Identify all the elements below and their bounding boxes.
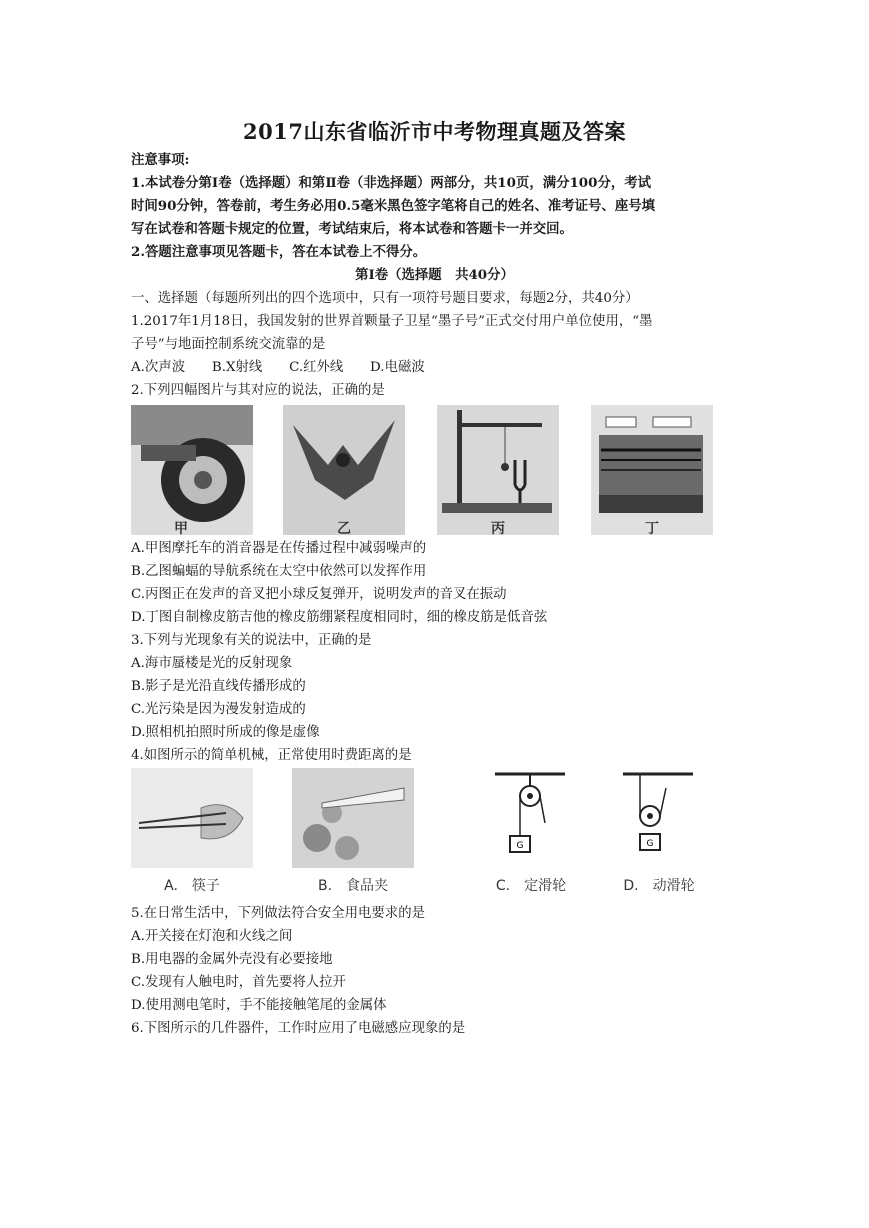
q4-figure-food-tongs (292, 768, 414, 868)
q2-figure-tuning-fork (437, 405, 559, 535)
q4-caption-d: D. 动滑轮 (623, 878, 695, 894)
q2-caption-jia: 甲 (174, 521, 188, 537)
q2-caption-ding: 丁 (645, 521, 659, 537)
q2-stem: 2.下列四幅图片与其对应的说法，正确的是 (131, 383, 385, 398)
q5-option: C.发现有人触电时，首先要将人拉开 (131, 975, 346, 990)
section-title: 第Ⅰ卷（选择题 共40分） (355, 267, 514, 283)
notice-line: 1.本试卷分第Ⅰ卷（选择题）和第Ⅱ卷（非选择题）两部分，共10页，满分100分，考试 (131, 175, 652, 191)
q4-figure-fixed-pulley (490, 768, 570, 868)
q2-option: A.甲图摩托车的消音器是在传播过程中减弱噪声的 (131, 541, 427, 556)
section-intro: 一、选择题（每题所列出的四个选项中，只有一项符号题目要求，每题2分，共40分） (131, 291, 639, 306)
q4-caption-c: C. 定滑轮 (495, 878, 567, 894)
q2-option: B.乙图蝙蝠的导航系统在太空中依然可以发挥作用 (131, 564, 427, 579)
q5-stem: 5.在日常生活中，下列做法符合安全用电要求的是 (131, 906, 425, 921)
q6-stem: 6.下图所示的几件器件，工作时应用了电磁感应现象的是 (131, 1021, 466, 1036)
svg-text:G: G (646, 839, 654, 849)
q5-option: B.用电器的金属外壳没有必要接地 (131, 952, 333, 967)
q5-option: D.使用测电笔时，手不能接触笔尾的金属体 (131, 998, 387, 1013)
page-title: 2017山东省临沂市中考物理真题及答案 (243, 119, 626, 144)
notice-line: 写在试卷和答题卡规定的位置，考试结束后，将本试卷和答题卡一并交回。 (131, 221, 573, 237)
q4-caption-a: A. 筷子 (164, 878, 220, 894)
q2-option: D.丁图自制橡皮筋吉他的橡皮筋绷紧程度相同时，细的橡皮筋是低音弦 (131, 610, 548, 625)
q2-figure-rubber-guitar (591, 405, 713, 535)
notice-heading: 注意事项: (131, 152, 190, 168)
q1-stem-cont: 子号”与地面控制系统交流靠的是 (131, 337, 326, 352)
q3-stem: 3.下列与光现象有关的说法中，正确的是 (131, 633, 372, 648)
q2-figure-motorcycle (131, 405, 253, 535)
q1-stem: 1.2017年1月18日，我国发射的世界首颗量子卫星“墨子号”正式交付用户单位使用，“墨 (131, 314, 653, 329)
q4-figure-movable-pulley (618, 768, 698, 868)
q4-caption-b: B. 食品夹 (317, 878, 389, 894)
q3-option: A.海市蜃楼是光的反射现象 (131, 656, 293, 671)
q3-option: C.光污染是因为漫发射造成的 (131, 702, 306, 717)
q2-caption-bing: 丙 (491, 521, 505, 537)
q4-figure-chopsticks (131, 768, 253, 868)
q4-stem: 4.如图所示的简单机械，正常使用时费距离的是 (131, 748, 412, 763)
q2-option: C.丙图正在发声的音叉把小球反复弹开，说明发声的音叉在振动 (131, 587, 507, 602)
q1-options: A.次声波 B.X射线 C.红外线 D.电磁波 (131, 360, 425, 375)
q2-figure-bat (283, 405, 405, 535)
notice-line: 2.答题注意事项见答题卡，答在本试卷上不得分。 (131, 244, 427, 260)
notice-line: 时间90分钟，答卷前，考生务必用0.5毫米黑色签字笔将自己的姓名、准考证号、座号填 (131, 198, 655, 214)
q2-caption-yi: 乙 (337, 521, 351, 537)
q3-option: B.影子是光沿直线传播形成的 (131, 679, 306, 694)
q3-option: D.照相机拍照时所成的像是虚像 (131, 725, 320, 740)
svg-text:G: G (516, 841, 524, 851)
q5-option: A.开关接在灯泡和火线之间 (131, 929, 293, 944)
